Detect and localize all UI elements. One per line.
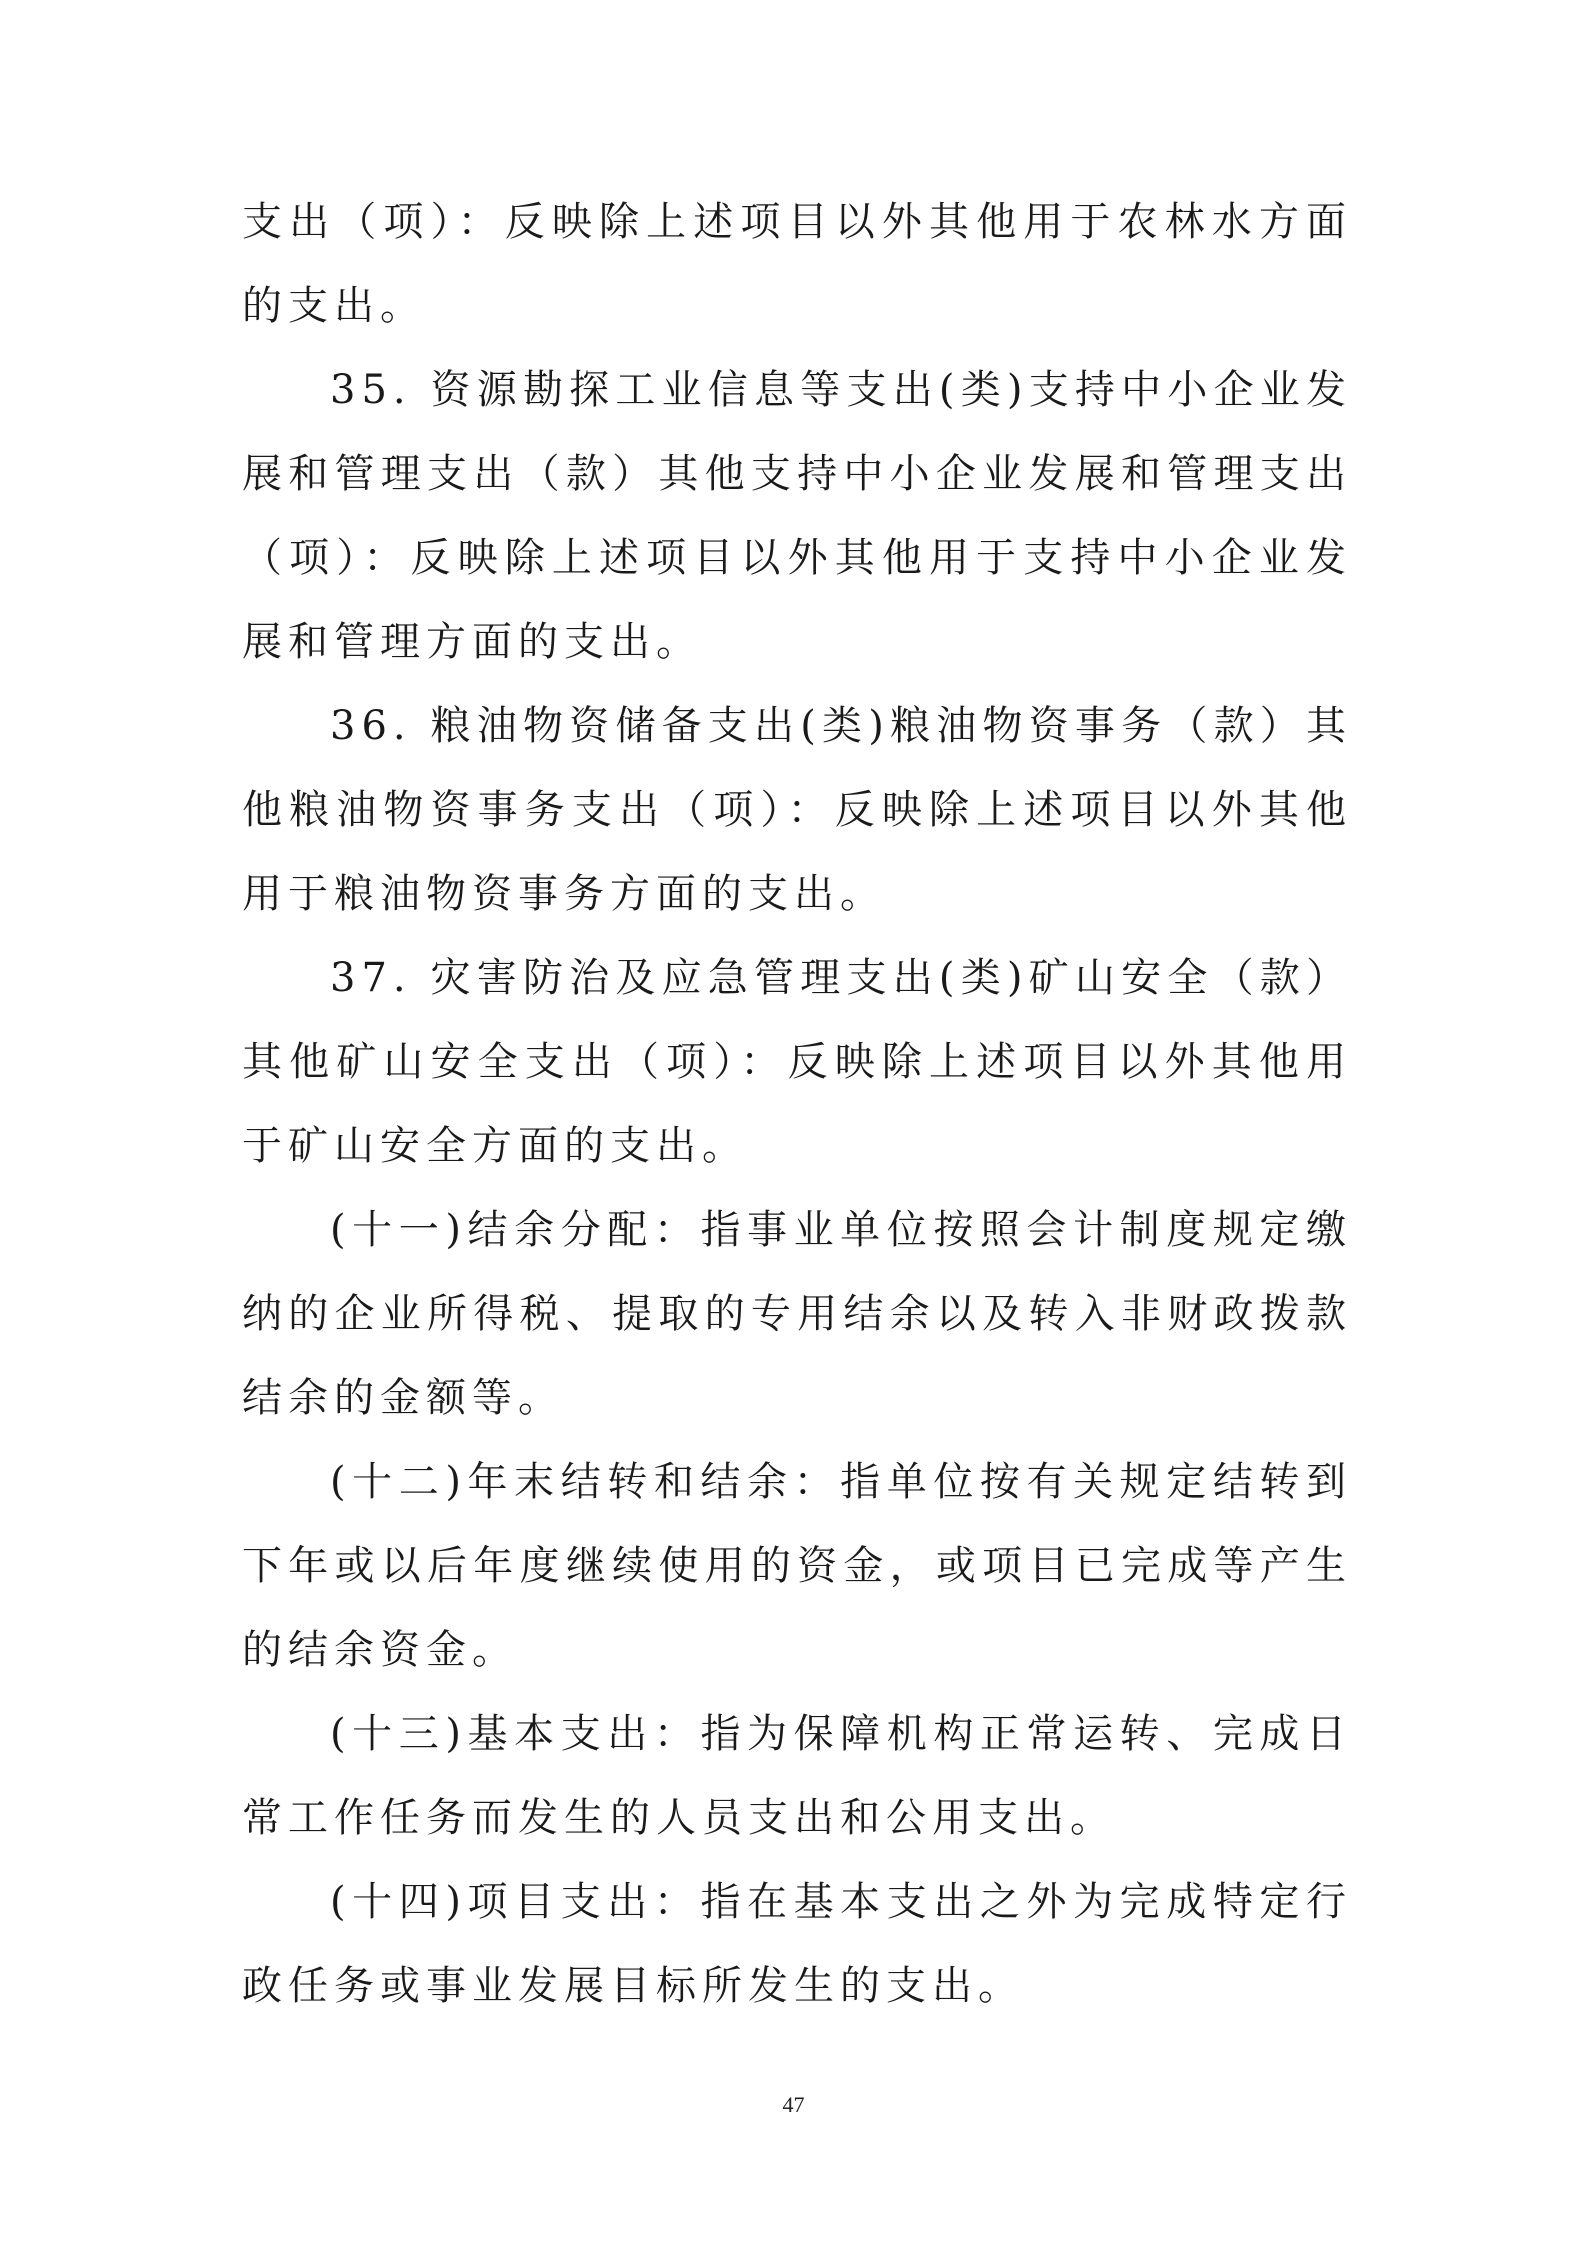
page-number: 47 xyxy=(782,2092,805,2117)
paragraph-section-11: (十一)结余分配：指事业单位按照会计制度规定缴纳的企业所得税、提取的专用结余以及转入非财政拨款结余的金额等。 xyxy=(242,1207,1352,1421)
paragraph-item-37: 37. 灾害防治及应急管理支出(类)矿山安全（款）其他矿山安全支出（项）：反映除上述项目以外其他用于矿山安全方面的支出。 xyxy=(242,955,1352,1169)
document-body xyxy=(242,180,1352,2028)
paragraph-section-14: (十四)项目支出：指在基本支出之外为完成特定行政任务或事业发展目标所发生的支出。 xyxy=(242,1879,1352,2009)
paragraph-item-36: 36. 粮油物资储备支出(类)粮油物资事务（款）其他粮油物资事务支出（项）：反映除上述项目以外其他用于粮油物资事务方面的支出。 xyxy=(242,703,1352,917)
paragraph-item-35: 35. 资源勘探工业信息等支出(类)支持中小企业发展和管理支出（款）其他支持中小企业发展和管理支出（项）：反映除上述项目以外其他用于支持中小企业发展和管理方面的支出。 xyxy=(242,367,1352,665)
paragraph-section-12: (十二)年末结转和结余：指单位按有关规定结转到下年或以后年度继续使用的资金，或项目已完成等产生的结余资金。 xyxy=(242,1459,1352,1673)
paragraph-continuation-agriculture: 支出（项）：反映除上述项目以外其他用于农林水方面的支出。 xyxy=(242,199,1352,329)
paragraph-section-13: (十三)基本支出：指为保障机构正常运转、完成日常工作任务而发生的人员支出和公用支出。 xyxy=(242,1711,1352,1841)
